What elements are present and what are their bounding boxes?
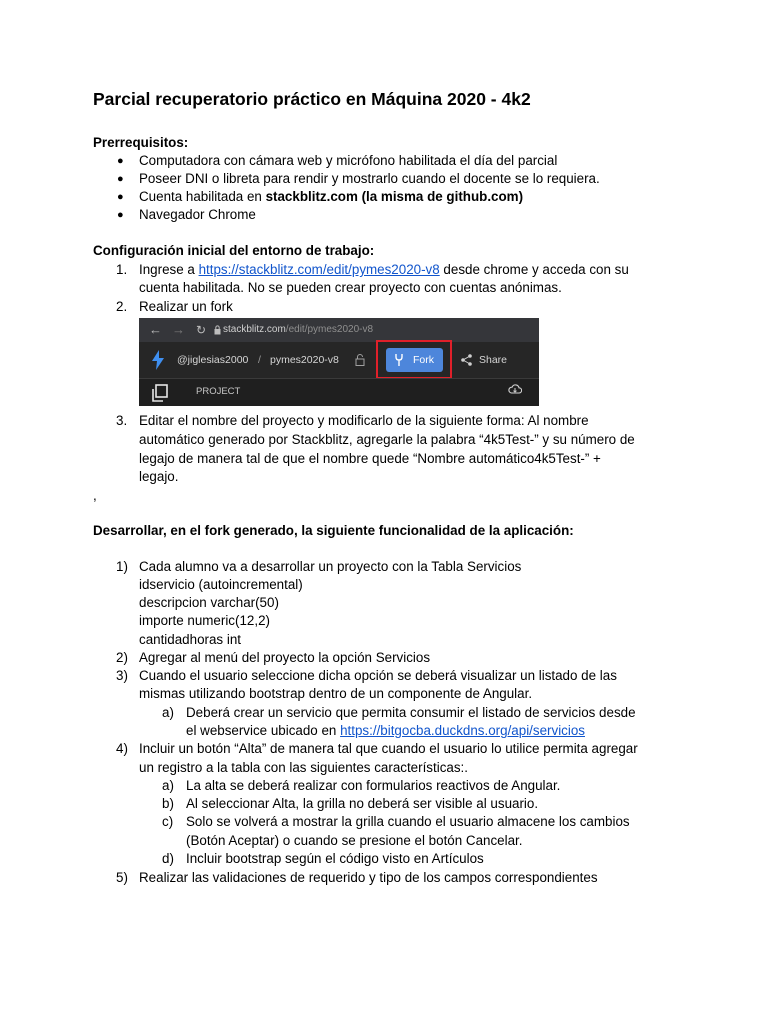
item-4-line: un registro a la tabla con las siguientes características:. (139, 760, 468, 775)
bullet: ● (117, 173, 124, 185)
item-3-line: mismas utilizando bootstrap dentro de un componente de Angular. (139, 686, 533, 701)
back-arrow-icon: ← (149, 322, 162, 337)
bullet: ● (117, 209, 124, 221)
stackblitz-screenshot (139, 318, 539, 406)
sub-item-line: (Botón Aceptar) o cuando se presione el botón Cancelar. (186, 833, 523, 848)
step-1-line (139, 261, 629, 279)
bullet: ● (117, 191, 124, 203)
item-1-text: Cada alumno va a desarrollar un proyecto con la Tabla Servicios (139, 559, 522, 574)
setup-heading: Configuración inicial del entorno de trabajo: (93, 243, 375, 258)
bullet: ● (117, 155, 124, 167)
item-number: 4) (116, 741, 128, 756)
stackblitz-project-link[interactable]: https://stackblitz.com/edit/pymes2020-v8 (198, 262, 440, 277)
prerequisite-item: Navegador Chrome (139, 207, 256, 222)
share-icon (461, 354, 472, 366)
prerequisite-item: Computadora con cámara web y micrófono habilitada el día del parcial (139, 153, 558, 168)
sub-item-number: a) (162, 778, 174, 793)
sub-item-line: Solo se volverá a mostrar la grilla cuando el usuario almacene los cambios (186, 814, 630, 829)
table-field: idservicio (autoincremental) (139, 577, 303, 592)
step-number: 3. (116, 413, 128, 428)
share-label: Share (479, 354, 508, 366)
table-field: cantidadhoras int (139, 632, 241, 647)
item-number: 5) (116, 870, 128, 885)
browser-address-bar (139, 318, 539, 342)
stackblitz-project-name: pymes2020-v8 (270, 354, 339, 366)
sub-item-number: b) (162, 796, 174, 811)
prerequisite-item (139, 188, 523, 206)
lightning-bolt-icon (152, 350, 164, 370)
prerequisites-heading: Prerrequisitos: (93, 135, 189, 150)
url-path: /edit/pymes2020-v8 (285, 324, 374, 335)
fork-highlight-box (376, 340, 452, 379)
path-separator: / (258, 354, 261, 366)
prerequisite-text: Cuenta habilitada en (139, 189, 266, 204)
sub-item-line: Incluir bootstrap según el código visto en Artículos (186, 851, 484, 866)
step-1-text-cont: desde chrome y acceda con su (439, 262, 629, 277)
sub-item-line (186, 722, 585, 740)
step-number: 2. (116, 299, 128, 314)
step-2-text: Realizar un fork (139, 299, 233, 314)
table-field: descripcion varchar(50) (139, 595, 279, 610)
forward-arrow-icon: → (172, 322, 185, 337)
sub-item-number: a) (162, 705, 174, 720)
project-panel-label: PROJECT (196, 386, 241, 397)
step-1-text: Ingrese a (139, 262, 199, 277)
step-number: 1. (116, 262, 128, 277)
sub-item-line: La alta se deberá realizar con formularios reactivos de Angular. (186, 778, 561, 793)
stray-comma: , (93, 488, 97, 503)
item-5-text: Realizar las validaciones de requerido y tipo de los campos correspondientes (139, 870, 598, 885)
lock-icon (214, 325, 221, 335)
sub-item-number: c) (162, 814, 174, 829)
step-3-line: legajo. (139, 469, 179, 484)
reload-icon: ↻ (196, 323, 207, 337)
item-number: 3) (116, 668, 128, 683)
cloud-download-icon (508, 384, 522, 395)
step-1-line-2: cuenta habilitada. No se pueden crear proyecto con cuentas anónimas. (139, 280, 562, 295)
prerequisite-item: Poseer DNI o libreta para rendir y mostrarlo cuando el docente se lo requiera. (139, 171, 600, 186)
develop-heading: Desarrollar, en el fork generado, la siguiente funcionalidad de la aplicación: (93, 523, 574, 538)
webservice-text: el webservice ubicado en (186, 723, 341, 738)
item-number: 2) (116, 650, 128, 665)
item-3-line: Cuando el usuario seleccione dicha opción se deberá visualizar un listado de las (139, 668, 617, 683)
page-title: Parcial recuperatorio práctico en Máquina 2020 - 4k2 (93, 89, 531, 109)
sub-item-line: Deberá crear un servicio que permita consumir el listado de servicios desde (186, 705, 636, 720)
table-field: importe numeric(12,2) (139, 613, 270, 628)
fork-label: Fork (413, 354, 434, 366)
sub-item-line: Al seleccionar Alta, la grilla no deberá ser visible al usuario. (186, 796, 539, 811)
url-host: stackblitz.com (223, 324, 286, 335)
item-4-line: Incluir un botón “Alta” de manera tal que cuando el usuario lo utilice permita agregar (139, 741, 638, 756)
step-3-line: Editar el nombre del proyecto y modificarlo de la siguiente forma: Al nombre (139, 413, 589, 428)
stackblitz-user: @jiglesias2000 (177, 354, 249, 366)
webservice-link[interactable]: https://bitgocba.duckdns.org/api/servicios (340, 723, 585, 738)
browser-url (223, 321, 373, 339)
unlock-icon (355, 354, 365, 366)
files-icon (151, 384, 169, 402)
stackblitz-bold-text: stackblitz.com (la misma de github.com) (265, 189, 524, 204)
step-3-line: legajo de manera tal de que el nombre quede “Nombre automático4k5Test-” + (139, 451, 601, 466)
item-2-text: Agregar al menú del proyecto la opción Servicios (139, 650, 431, 665)
item-number: 1) (116, 559, 128, 574)
sub-item-number: d) (162, 851, 174, 866)
step-3-line: automático generado por Stackblitz, agregarle la palabra “4k5Test-” y su número de (139, 432, 635, 447)
